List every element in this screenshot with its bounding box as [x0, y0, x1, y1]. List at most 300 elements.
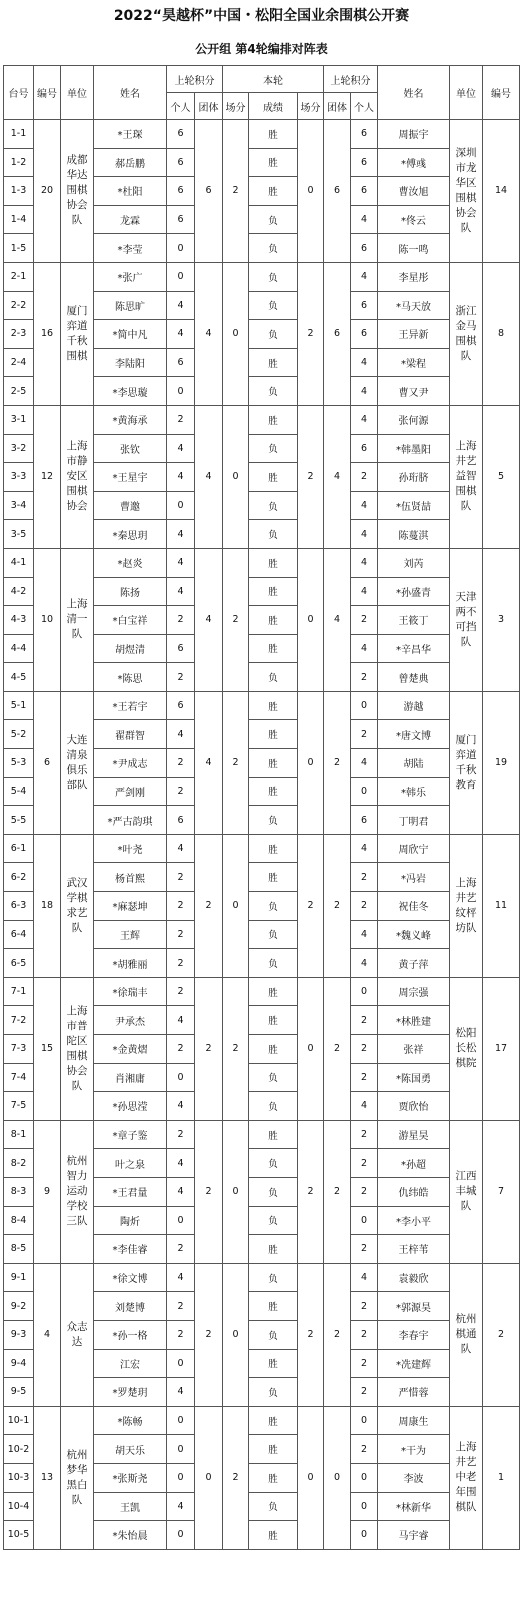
board-number: 1-3 — [4, 177, 34, 206]
board-result: 胜 — [249, 749, 298, 778]
player-name-right: *孙超 — [378, 1149, 450, 1178]
team-unit-left: 众志达 — [61, 1263, 94, 1406]
player-name-right: *孙盛青 — [378, 577, 450, 606]
board-number: 8-1 — [4, 1120, 34, 1149]
player-points-left: 2 — [167, 892, 195, 921]
match-points-left: 0 — [223, 1120, 249, 1263]
board-result: 负 — [249, 1063, 298, 1092]
player-name-left: *罗楚玥 — [94, 1378, 167, 1407]
team-unit-left: 上海清一队 — [61, 548, 94, 691]
match-points-left: 0 — [223, 834, 249, 977]
player-points-left: 0 — [167, 377, 195, 406]
player-points-right: 2 — [351, 892, 378, 921]
match-points-left: 0 — [223, 262, 249, 405]
player-name-right: 陈一鸣 — [378, 234, 450, 263]
player-points-left: 2 — [167, 1320, 195, 1349]
board-result: 胜 — [249, 463, 298, 492]
table-row — [4, 262, 520, 291]
board-result: 胜 — [249, 634, 298, 663]
board-number: 2-3 — [4, 320, 34, 349]
team-points-left: 4 — [195, 548, 223, 691]
team-no-right: 14 — [483, 120, 520, 263]
board-result: 胜 — [249, 1349, 298, 1378]
table-row — [4, 1263, 520, 1292]
player-points-right: 4 — [351, 949, 378, 978]
team-unit-left: 上海市普陀区围棋协会队 — [61, 977, 94, 1120]
team-points-left: 4 — [195, 691, 223, 834]
board-result: 负 — [249, 491, 298, 520]
board-number: 7-1 — [4, 977, 34, 1006]
player-points-left: 6 — [167, 177, 195, 206]
player-points-left: 2 — [167, 1235, 195, 1264]
player-points-left: 4 — [167, 1263, 195, 1292]
player-name-left: 龙霖 — [94, 205, 167, 234]
player-points-left: 0 — [167, 1349, 195, 1378]
board-result: 胜 — [249, 777, 298, 806]
team-no-right: 5 — [483, 405, 520, 548]
player-name-right: *马天放 — [378, 291, 450, 320]
header-team-left: 团体 — [195, 93, 223, 120]
team-no-left: 16 — [34, 262, 61, 405]
player-name-left: 陶炘 — [94, 1206, 167, 1235]
team-points-right: 6 — [324, 262, 351, 405]
player-name-right: *李小平 — [378, 1206, 450, 1235]
player-name-left: *孙思滢 — [94, 1092, 167, 1121]
match-points-left: 2 — [223, 977, 249, 1120]
player-name-right: 陈蔓淇 — [378, 520, 450, 549]
board-result: 胜 — [249, 834, 298, 863]
player-name-right: *韩乐 — [378, 777, 450, 806]
team-no-left: 10 — [34, 548, 61, 691]
team-unit-right: 江西丰城队 — [450, 1120, 483, 1263]
board-number: 3-1 — [4, 405, 34, 434]
player-points-right: 2 — [351, 1006, 378, 1035]
player-name-right: *佟云 — [378, 205, 450, 234]
board-result: 胜 — [249, 548, 298, 577]
team-no-left: 12 — [34, 405, 61, 548]
board-result: 胜 — [249, 1120, 298, 1149]
match-points-left: 0 — [223, 405, 249, 548]
board-number: 10-2 — [4, 1435, 34, 1464]
board-number: 4-2 — [4, 577, 34, 606]
board-result: 负 — [249, 320, 298, 349]
player-name-left: *李佳睿 — [94, 1235, 167, 1264]
board-result: 胜 — [249, 1235, 298, 1264]
player-name-left: *杜阳 — [94, 177, 167, 206]
team-unit-right: 上海井艺中老年围棋队 — [450, 1406, 483, 1549]
player-name-right: *伍贤喆 — [378, 491, 450, 520]
team-points-left: 2 — [195, 977, 223, 1120]
team-no-left: 9 — [34, 1120, 61, 1263]
board-number: 3-2 — [4, 434, 34, 463]
player-name-left: 王辉 — [94, 920, 167, 949]
player-points-left: 6 — [167, 691, 195, 720]
player-name-left: 胡煜清 — [94, 634, 167, 663]
player-points-left: 0 — [167, 491, 195, 520]
player-points-right: 2 — [351, 463, 378, 492]
board-result: 负 — [249, 1149, 298, 1178]
player-name-left: 尹承杰 — [94, 1006, 167, 1035]
match-points-left: 2 — [223, 548, 249, 691]
player-name-right: 游越 — [378, 691, 450, 720]
header-prev-points-right: 上轮积分 — [324, 66, 378, 93]
header-prev-points-left: 上轮积分 — [167, 66, 223, 93]
player-name-left: *赵炎 — [94, 548, 167, 577]
board-result: 负 — [249, 949, 298, 978]
team-points-right: 0 — [324, 1406, 351, 1549]
player-name-right: 袁毅欣 — [378, 1263, 450, 1292]
player-name-left: *张斯尧 — [94, 1463, 167, 1492]
player-points-left: 0 — [167, 1463, 195, 1492]
player-points-left: 4 — [167, 291, 195, 320]
player-points-left: 4 — [167, 434, 195, 463]
player-points-right: 4 — [351, 348, 378, 377]
board-number: 2-2 — [4, 291, 34, 320]
board-result: 负 — [249, 1092, 298, 1121]
team-unit-right: 上海井艺益智围棋队 — [450, 405, 483, 548]
player-points-left: 4 — [167, 520, 195, 549]
player-name-left: *王琛 — [94, 120, 167, 149]
player-name-right: *冼建辉 — [378, 1349, 450, 1378]
player-points-right: 2 — [351, 1435, 378, 1464]
player-points-right: 2 — [351, 1349, 378, 1378]
header-individual-left: 个人 — [167, 93, 195, 120]
board-result: 负 — [249, 377, 298, 406]
team-no-right: 19 — [483, 691, 520, 834]
board-result: 负 — [249, 892, 298, 921]
board-result: 负 — [249, 806, 298, 835]
player-name-right: 周宗强 — [378, 977, 450, 1006]
match-points-right: 0 — [298, 548, 324, 691]
player-name-right: 胡陆 — [378, 749, 450, 778]
player-name-left: 曹邀 — [94, 491, 167, 520]
player-points-right: 4 — [351, 920, 378, 949]
header-name-right: 姓名 — [378, 66, 450, 120]
player-points-left: 4 — [167, 1177, 195, 1206]
player-name-right: *韩墨阳 — [378, 434, 450, 463]
player-name-left: 江宏 — [94, 1349, 167, 1378]
player-name-left: *徐文博 — [94, 1263, 167, 1292]
board-result: 负 — [249, 205, 298, 234]
player-points-right: 2 — [351, 1177, 378, 1206]
player-name-left: *王君量 — [94, 1177, 167, 1206]
board-result: 胜 — [249, 405, 298, 434]
player-name-left: *徐瑞丰 — [94, 977, 167, 1006]
player-points-left: 6 — [167, 348, 195, 377]
team-points-right: 4 — [324, 405, 351, 548]
team-points-right: 2 — [324, 834, 351, 977]
player-points-right: 4 — [351, 634, 378, 663]
player-name-right: 李星彤 — [378, 262, 450, 291]
pairing-table — [3, 65, 520, 1550]
player-points-left: 0 — [167, 1406, 195, 1435]
player-points-left: 0 — [167, 262, 195, 291]
player-points-left: 0 — [167, 1063, 195, 1092]
match-points-right: 2 — [298, 262, 324, 405]
team-no-right: 8 — [483, 262, 520, 405]
header-team-right: 团体 — [324, 93, 351, 120]
player-name-left: *陈思 — [94, 663, 167, 692]
table-row — [4, 1406, 520, 1435]
player-points-left: 2 — [167, 1120, 195, 1149]
player-points-right: 0 — [351, 1406, 378, 1435]
board-result: 负 — [249, 663, 298, 692]
player-points-right: 2 — [351, 1235, 378, 1264]
board-number: 9-1 — [4, 1263, 34, 1292]
player-name-left: 陈扬 — [94, 577, 167, 606]
player-name-left: *麻瑟坤 — [94, 892, 167, 921]
player-name-right: 王异新 — [378, 320, 450, 349]
player-points-right: 4 — [351, 548, 378, 577]
team-points-right: 6 — [324, 120, 351, 263]
player-name-left: 陈思旷 — [94, 291, 167, 320]
team-points-right: 2 — [324, 1120, 351, 1263]
match-points-left: 2 — [223, 1406, 249, 1549]
team-points-left: 4 — [195, 405, 223, 548]
player-name-left: *张广 — [94, 262, 167, 291]
player-name-right: *傅彧 — [378, 148, 450, 177]
board-number: 4-3 — [4, 606, 34, 635]
table-row — [4, 548, 520, 577]
player-points-left: 4 — [167, 1149, 195, 1178]
player-name-right: 王梓苇 — [378, 1235, 450, 1264]
board-result: 负 — [249, 920, 298, 949]
match-points-right: 2 — [298, 1120, 324, 1263]
board-result: 胜 — [249, 1035, 298, 1064]
board-number: 6-4 — [4, 920, 34, 949]
player-name-left: 刘楚博 — [94, 1292, 167, 1321]
board-number: 6-1 — [4, 834, 34, 863]
board-result: 胜 — [249, 863, 298, 892]
player-name-right: 曹又尹 — [378, 377, 450, 406]
board-result: 胜 — [249, 577, 298, 606]
player-name-right: 马宇睿 — [378, 1521, 450, 1550]
player-name-right: 周振宇 — [378, 120, 450, 149]
board-result: 负 — [249, 1378, 298, 1407]
player-points-right: 4 — [351, 1092, 378, 1121]
team-no-right: 2 — [483, 1263, 520, 1406]
board-result: 胜 — [249, 1463, 298, 1492]
board-number: 7-2 — [4, 1006, 34, 1035]
board-result: 负 — [249, 1206, 298, 1235]
board-number: 1-5 — [4, 234, 34, 263]
board-number: 4-4 — [4, 634, 34, 663]
player-name-right: *干为 — [378, 1435, 450, 1464]
board-number: 10-4 — [4, 1492, 34, 1521]
board-number: 5-5 — [4, 806, 34, 835]
player-points-right: 2 — [351, 1320, 378, 1349]
player-name-right: *林新华 — [378, 1492, 450, 1521]
player-points-right: 2 — [351, 863, 378, 892]
player-points-left: 4 — [167, 463, 195, 492]
board-result: 胜 — [249, 348, 298, 377]
player-name-left: *章子鉴 — [94, 1120, 167, 1149]
board-result: 负 — [249, 262, 298, 291]
player-points-left: 4 — [167, 548, 195, 577]
board-result: 胜 — [249, 1006, 298, 1035]
player-points-left: 2 — [167, 1292, 195, 1321]
table-row — [4, 405, 520, 434]
player-points-right: 4 — [351, 749, 378, 778]
header-no-left: 编号 — [34, 66, 61, 120]
team-unit-right: 上海井艺纹枰坊队 — [450, 834, 483, 977]
player-name-left: 郝岳鹏 — [94, 148, 167, 177]
team-unit-right: 天津两不可挡队 — [450, 548, 483, 691]
player-name-right: 王筱丁 — [378, 606, 450, 635]
player-points-right: 6 — [351, 177, 378, 206]
board-result: 胜 — [249, 1292, 298, 1321]
board-number: 9-2 — [4, 1292, 34, 1321]
player-points-right: 2 — [351, 1149, 378, 1178]
team-no-left: 4 — [34, 1263, 61, 1406]
player-points-right: 2 — [351, 720, 378, 749]
player-name-right: 祝佳冬 — [378, 892, 450, 921]
player-name-right: 周欣宁 — [378, 834, 450, 863]
player-name-left: 杨首熙 — [94, 863, 167, 892]
player-points-right: 6 — [351, 434, 378, 463]
board-number: 1-2 — [4, 148, 34, 177]
player-name-right: *唐文博 — [378, 720, 450, 749]
player-points-left: 2 — [167, 1035, 195, 1064]
player-points-left: 2 — [167, 777, 195, 806]
team-points-right: 2 — [324, 1263, 351, 1406]
player-points-left: 0 — [167, 1206, 195, 1235]
player-points-right: 2 — [351, 1292, 378, 1321]
header-row-1 — [4, 66, 520, 93]
team-unit-left: 杭州梦华黑白队 — [61, 1406, 94, 1549]
player-points-right: 4 — [351, 262, 378, 291]
player-name-left: *胡雅丽 — [94, 949, 167, 978]
team-points-right: 2 — [324, 691, 351, 834]
header-name-left: 姓名 — [94, 66, 167, 120]
player-points-left: 0 — [167, 1435, 195, 1464]
player-name-right: 严惜蓉 — [378, 1378, 450, 1407]
header-unit-right: 单位 — [450, 66, 483, 120]
player-points-right: 2 — [351, 1035, 378, 1064]
board-number: 6-5 — [4, 949, 34, 978]
header-table-no: 台号 — [4, 66, 34, 120]
board-result: 胜 — [249, 1435, 298, 1464]
team-unit-right: 松阳长松棋院 — [450, 977, 483, 1120]
team-unit-left: 厦门弈道千秋围棋 — [61, 262, 94, 405]
board-number: 8-2 — [4, 1149, 34, 1178]
player-name-left: 翟群智 — [94, 720, 167, 749]
team-unit-left: 杭州智力运动学校三队 — [61, 1120, 94, 1263]
match-points-left: 2 — [223, 691, 249, 834]
board-number: 10-3 — [4, 1463, 34, 1492]
board-number: 7-5 — [4, 1092, 34, 1121]
player-points-right: 4 — [351, 520, 378, 549]
player-points-right: 4 — [351, 405, 378, 434]
team-unit-right: 深圳市龙华区围棋协会队 — [450, 120, 483, 263]
player-name-left: *简中凡 — [94, 320, 167, 349]
table-row — [4, 977, 520, 1006]
player-points-right: 6 — [351, 806, 378, 835]
player-name-left: *金黄熠 — [94, 1035, 167, 1064]
team-no-right: 11 — [483, 834, 520, 977]
team-points-left: 0 — [195, 1406, 223, 1549]
player-points-left: 4 — [167, 834, 195, 863]
player-name-left: 胡天乐 — [94, 1435, 167, 1464]
team-unit-left: 成都华达围棋协会队 — [61, 120, 94, 263]
header-match-points-left: 场分 — [223, 93, 249, 120]
player-points-right: 2 — [351, 1120, 378, 1149]
player-points-right: 0 — [351, 977, 378, 1006]
board-number: 1-4 — [4, 205, 34, 234]
player-points-right: 0 — [351, 1463, 378, 1492]
match-points-right: 2 — [298, 1263, 324, 1406]
player-points-left: 4 — [167, 1378, 195, 1407]
team-points-left: 2 — [195, 1263, 223, 1406]
player-name-left: *尹成志 — [94, 749, 167, 778]
team-no-left: 18 — [34, 834, 61, 977]
player-points-right: 0 — [351, 1206, 378, 1235]
player-name-left: *李莹 — [94, 234, 167, 263]
board-number: 9-4 — [4, 1349, 34, 1378]
player-name-left: *李思璇 — [94, 377, 167, 406]
player-points-left: 6 — [167, 148, 195, 177]
player-name-right: *魏义峰 — [378, 920, 450, 949]
table-row — [4, 834, 520, 863]
player-points-left: 6 — [167, 806, 195, 835]
team-unit-right: 杭州棋通队 — [450, 1263, 483, 1406]
player-points-left: 4 — [167, 1492, 195, 1521]
player-points-left: 0 — [167, 1521, 195, 1550]
table-row — [4, 691, 520, 720]
player-name-right: *辛昌华 — [378, 634, 450, 663]
team-no-right: 7 — [483, 1120, 520, 1263]
player-points-left: 2 — [167, 949, 195, 978]
board-result: 胜 — [249, 720, 298, 749]
team-no-right: 1 — [483, 1406, 520, 1549]
player-points-right: 4 — [351, 1263, 378, 1292]
player-name-right: 贾欣怡 — [378, 1092, 450, 1121]
player-name-right: 张何源 — [378, 405, 450, 434]
player-points-right: 6 — [351, 148, 378, 177]
player-name-right: 孙珩脐 — [378, 463, 450, 492]
team-unit-left: 武汉学棋求艺队 — [61, 834, 94, 977]
player-points-left: 6 — [167, 634, 195, 663]
player-points-left: 2 — [167, 663, 195, 692]
team-no-left: 6 — [34, 691, 61, 834]
team-points-left: 6 — [195, 120, 223, 263]
player-name-right: *梁程 — [378, 348, 450, 377]
board-number: 4-5 — [4, 663, 34, 692]
player-name-right: 丁明君 — [378, 806, 450, 835]
board-number: 3-3 — [4, 463, 34, 492]
board-result: 负 — [249, 520, 298, 549]
board-number: 5-3 — [4, 749, 34, 778]
team-points-left: 2 — [195, 834, 223, 977]
player-name-left: *王星宇 — [94, 463, 167, 492]
player-points-left: 2 — [167, 405, 195, 434]
player-points-left: 2 — [167, 977, 195, 1006]
team-unit-right: 浙江金马围棋队 — [450, 262, 483, 405]
board-number: 5-1 — [4, 691, 34, 720]
player-points-right: 6 — [351, 120, 378, 149]
player-points-left: 2 — [167, 749, 195, 778]
board-result: 负 — [249, 1492, 298, 1521]
board-number: 5-2 — [4, 720, 34, 749]
team-points-right: 2 — [324, 977, 351, 1120]
board-number: 5-4 — [4, 777, 34, 806]
board-result: 胜 — [249, 1406, 298, 1435]
board-number: 3-5 — [4, 520, 34, 549]
board-number: 7-3 — [4, 1035, 34, 1064]
player-points-right: 4 — [351, 834, 378, 863]
board-number: 2-5 — [4, 377, 34, 406]
player-name-right: 游星昊 — [378, 1120, 450, 1149]
